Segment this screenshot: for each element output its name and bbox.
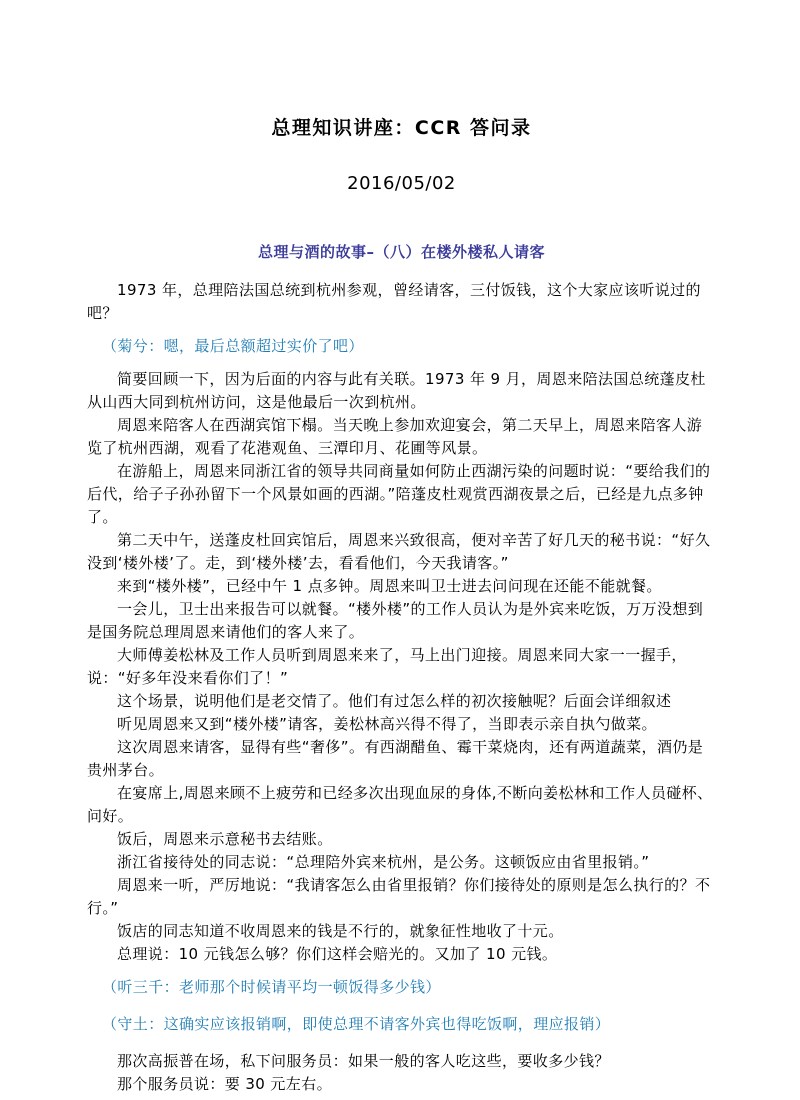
body-paragraph: 1973 年，总理陪法国总统到杭州参观，曾经请客，三付饭钱，这个大家应该听说过的吧？ [87,281,701,322]
body-paragraph: 一会儿，卫士出来报告可以就餐。“楼外楼”的工作人员认为是外宾来吃饭，万万没想到是国务院总理周恩来请他们的客人来了。 [87,600,704,641]
body-paragraph: 饭店的同志知道不收周恩来的钱是不行的，就象征性地收了十元。 [117,922,564,940]
body-paragraph: 浙江省接待处的同志说：“总理陪外宾来杭州，是公务。这顿饭应由省里报销。” [117,853,650,871]
body-paragraph: 这次周恩来请客，显得有些“奢侈”。有西湖醋鱼、霉干菜烧肉，还有两道蔬菜，酒仍是贵州茅台。 [87,738,704,779]
body-paragraph: 来到“楼外楼”，已经中午 1 点多钟。周恩来叫卫士进去问问现在还能不能就餐。 [117,577,662,595]
reader-comment: （听三千：老师那个时候请平均一顿饭得多少钱） [102,978,441,996]
body-paragraph: 总理说：10 元钱怎么够？你们这样会赔光的。又加了 10 元钱。 [117,945,558,963]
body-paragraph: 大师傅姜松林及工作人员听到周恩来来了，马上出门迎接。周恩来同大家一一握手，说：“好多年没来看你们了！” [87,646,687,687]
section-heading: 总理与酒的故事–（八）在楼外楼私人请客 [257,243,545,261]
reader-comment: （守土：这确实应该报销啊，即使总理不请客外宾也得吃饭啊，理应报销） [102,1015,611,1033]
body-paragraph: 在游船上，周恩来同浙江省的领导共同商量如何防止西湖污染的问题时说：“要给我们的后代，给子子孙孙留下一个风景如画的西湖。”陪蓬皮杜观赏西湖夜景之后，已经是九点多钟了。 [87,462,711,526]
body-paragraph: 那个服务员说：要 30 元左右。 [117,1075,333,1093]
document-date: 2016/05/02 [347,173,456,194]
body-paragraph: 周恩来陪客人在西湖宾馆下榻。当天晚上参加欢迎宴会，第二天早上，周恩来陪客人游览了杭州西湖，观看了花港观鱼、三潭印月、花圃等风景。 [87,416,703,457]
document-title: 总理知识讲座：CCR 答问录 [271,117,532,139]
body-paragraph: 周恩来一听，严厉地说：“我请客怎么由省里报销？你们接待处的原则是怎么执行的？不行。” [87,876,711,917]
body-paragraph: 在宴席上,周恩来顾不上疲劳和已经多次出现血尿的身体,不断向姜松林和工作人员碰杯、问好。 [87,784,713,825]
body-paragraph: 饭后，周恩来示意秘书去结账。 [117,830,333,848]
body-paragraph: 那次高振普在场，私下问服务员：如果一般的客人吃这些，要收多少钱？ [117,1052,610,1070]
body-paragraph: 听见周恩来又到“楼外楼”请客，姜松林高兴得不得了，当即表示亲自执勺做菜。 [117,715,657,733]
document-body [87,279,716,1096]
body-paragraph: 简要回顾一下，因为后面的内容与此有关联。1973 年 9 月，周恩来陪法国总统蓬皮杜从山西大同到杭州访问，这是他最后一次到杭州。 [87,370,706,411]
body-paragraph: 这个场景，说明他们是老交情了。他们有过怎么样的初次接触呢？后面会详细叙述 [117,692,672,710]
body-paragraph: 第二天中午，送蓬皮杜回宾馆后，周恩来兴致很高，便对辛苦了好几天的秘书说：“好久没到‘楼外楼’了。走，到‘楼外楼’去，看看他们，今天我请客。” [87,531,711,572]
reader-comment: （菊兮：嗯，最后总额超过实价了吧） [102,337,364,355]
